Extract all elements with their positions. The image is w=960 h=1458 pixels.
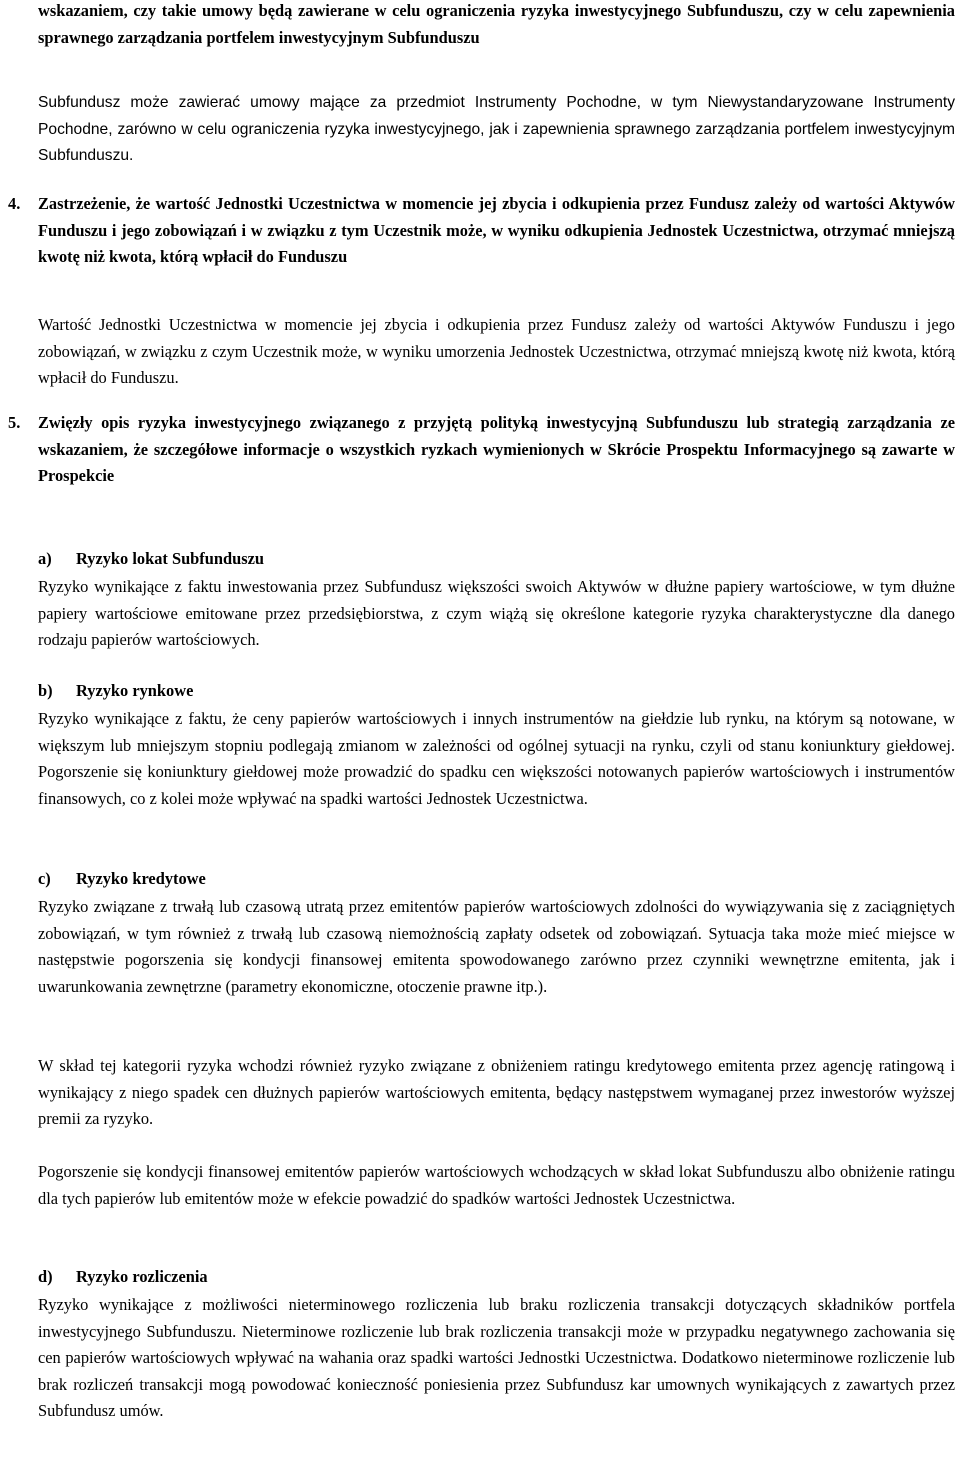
risk-d-title: Ryzyko rozliczenia (76, 1267, 208, 1286)
risk-b-paragraph: Ryzyko wynikające z faktu, że ceny papierów wartościowych i innych instrumentów na giełdzie lub rynku, na którym są notowane, w większym lub mniejszym stopniu podlegają zmianom w zależności od ogólnej sytuacji na rynku, czyli od stanu koniunktury giełdowej. Pogorszenie się koniunktury giełdowej może prowadzić do spadku cen większości notowanych papierów wartościowych i instrumentów finansowych, co z kolei może wpływać na spadki wartości Jednostek Uczestnictwa. (38, 709, 955, 808)
risk-c-paragraph-2: W skład tej kategorii ryzyka wchodzi również ryzyko związane z obniżeniem ratingu kredytowego emitenta przez agencję ratingową i wynikający z niego spadek cen dłużnych papierów wartościowych emitenta, będący następstwem wymaganej przez inwestorów wyższej premii za ryzyko. (38, 1056, 955, 1128)
risk-c-paragraph-3: Pogorszenie się kondycji finansowej emitentów papierów wartościowych wchodzących w skład lokat Subfunduszu albo obniżenie ratingu dla tych papierów lub emitentów może w efekcie powadzić do spadków wartości Jednostek Uczestnictwa. (38, 1162, 955, 1208)
section-4-paragraph: Wartość Jednostki Uczestnictwa w momencie jej zbycia i odkupienia przez Fundusz zależy od wartości Aktywów Funduszu i jego zobowiązań, w związku z czym Uczestnik może, w wyniku umorzenia Jednostek Uczestnictwa, otrzymać mniejszą kwotę niż kwota, którą wpłacił do Funduszu. (38, 315, 955, 387)
risk-a-paragraph: Ryzyko wynikające z faktu inwestowania przez Subfundusz większości swoich Aktywów w dłużne papiery wartościowe, w tym dłużne papiery wartościowe emitowane przez przedsiębiorstwa, z czym wiążą się określone kategorie ryzyka charakterystyczne dla danego rodzaju papierów wartościowych. (38, 577, 955, 649)
risk-d-paragraph: Ryzyko wynikające z możliwości nieterminowego rozliczenia lub braku rozliczenia transakcji dotyczących składników portfela inwestycyjnego Subfunduszu. Nieterminowe rozliczenie lub brak rozliczenia transakcji może w przypadku negatywnego zachowania się cen papierów wartościowych wpływać na wahania oraz spadki wartości Jednostki Uczestnictwa. Dodatkowo nieterminowe rozliczenie lub brak rozliczeń transakcji mogą powodować konieczność poniesienia przez Subfundusz kar umownych wynikających z zawartych przez Subfundusz umów. (38, 1295, 955, 1420)
risk-b-heading (38, 678, 955, 705)
risk-c-heading (38, 866, 955, 893)
risk-a-letter: a) (38, 549, 52, 568)
intro-bold-continuation: wskazaniem, czy takie umowy będą zawierane w celu ograniczenia ryzyka inwestycyjnego Subfunduszu, czy w celu zapewnienia sprawnego zarządzania portfelem inwestycyjnym Subfunduszu (38, 1, 955, 47)
risk-c-letter: c) (38, 869, 51, 888)
section-5-heading: Zwięzły opis ryzyka inwestycyjnego związanego z przyjętą polityką inwestycyjną Subfunduszu lub strategią zarządzania ze wskazaniem, że szczegółowe informacje o wszystkich ryzkach wymienionych w Skrócie Prospektu Informacyjnego są zawarte w Prospekcie (38, 413, 955, 485)
intro-paragraph: Subfundusz może zawierać umowy mające za przedmiot Instrumenty Pochodne, w tym Niewystandaryzowane Instrumenty Pochodne, zarówno w celu ograniczenia ryzyka inwestycyjnego, jak i zapewnienia sprawnego zarządzania portfelem inwestycyjnym Subfunduszu. (38, 94, 955, 164)
risk-d-heading (38, 1264, 955, 1291)
risk-c-paragraph-1: Ryzyko związane z trwałą lub czasową utratą przez emitentów papierów wartościowych zdolności do wywiązywania się z zaciągniętych zobowiązań, w tym również z trwałą lub czasową niemożnością zapłaty odsetek od zobowiązań. Sytuacja taka może mieć miejsce w następstwie pogorszenia się kondycji finansowej emitenta spowodowanego zarówno przez czynniki wewnętrzne emitenta, jak i uwarunkowania zewnętrzne (parametry ekonomiczne, otoczenie prawne itp.). (38, 897, 955, 996)
risk-c-title: Ryzyko kredytowe (76, 869, 206, 888)
section-4-number: 4. (8, 194, 21, 213)
risk-b-letter: b) (38, 681, 53, 700)
risk-a-title: Ryzyko lokat Subfunduszu (76, 549, 264, 568)
risk-d-letter: d) (38, 1267, 53, 1286)
risk-a-heading (38, 546, 955, 573)
section-4-heading: Zastrzeżenie, że wartość Jednostki Uczestnictwa w momencie jej zbycia i odkupienia przez Fundusz zależy od wartości Aktywów Funduszu i jego zobowiązań i w związku z tym Uczestnik może, w wyniku odkupienia Jednostek Uczestnictwa, otrzymać mniejszą kwotę niż kwota, którą wpłacił do Funduszu (38, 194, 955, 266)
section-5-number: 5. (8, 413, 21, 432)
risk-b-title: Ryzyko rynkowe (76, 681, 194, 700)
